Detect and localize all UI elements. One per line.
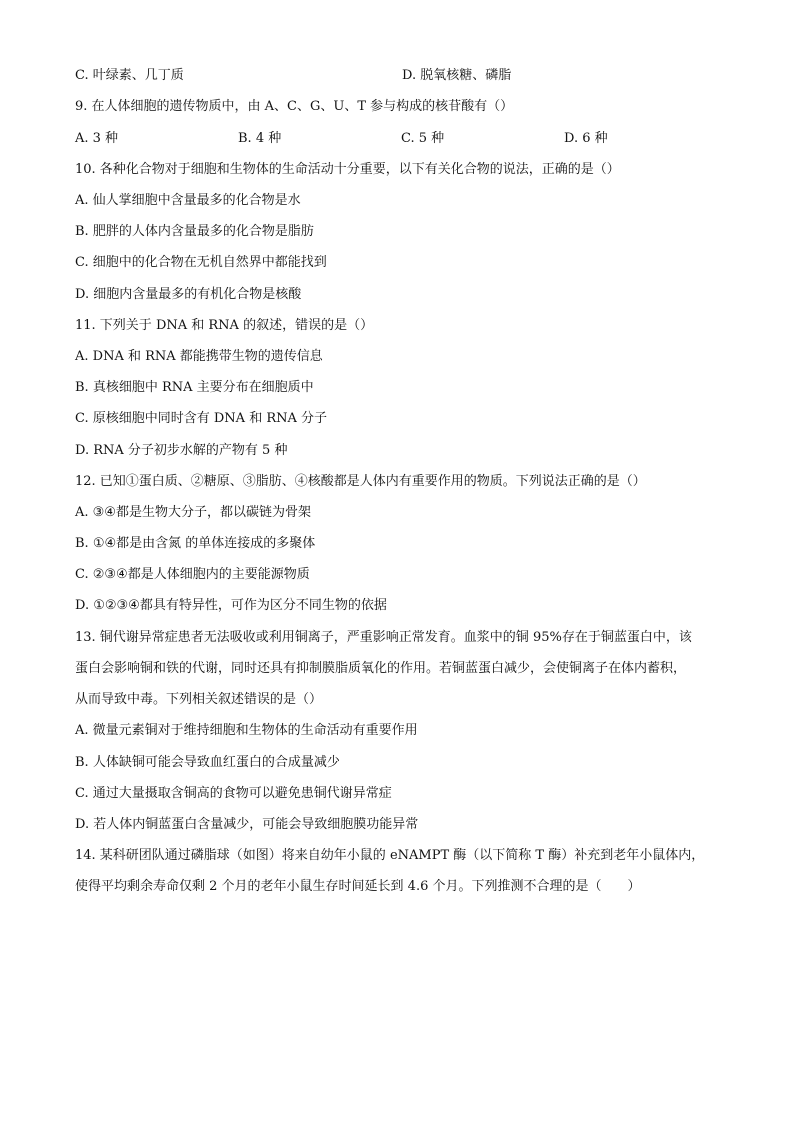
q13-option-c[interactable]: C. 通过大量摄取含铜高的食物可以避免患铜代谢异常症 — [75, 786, 392, 801]
q11-option-c[interactable]: C. 原核细胞中同时含有 DNA 和 RNA 分子 — [75, 411, 328, 426]
q9-option-b[interactable]: B. 4 种 — [238, 131, 282, 146]
q10-option-d[interactable]: D. 细胞内含量最多的有机化合物是核酸 — [75, 287, 302, 302]
q14-stem-line-2: 使得平均剩余寿命仅剩 2 个月的老年小鼠生存时间延长到 4.6 个月。下列推测不合理的是（ ） — [75, 879, 641, 894]
q11-stem: 11. 下列关于 DNA 和 RNA 的叙述，错误的是（） — [75, 318, 374, 333]
q9-option-c[interactable]: C. 5 种 — [401, 131, 445, 146]
q10-stem: 10. 各种化合物对于细胞和生物体的生命活动十分重要，以下有关化合物的说法，正确的是（） — [75, 162, 620, 177]
q11-option-d[interactable]: D. RNA 分子初步水解的产物有 5 种 — [75, 443, 288, 458]
q9-options-row — [75, 130, 734, 148]
q10-option-c[interactable]: C. 细胞中的化合物在无机自然界中都能找到 — [75, 255, 327, 270]
q13-option-d[interactable]: D. 若人体内铜蓝蛋白含量减少，可能会导致细胞膜功能异常 — [75, 817, 419, 832]
q8-options-row — [75, 67, 734, 85]
q11-option-a[interactable]: A. DNA 和 RNA 都能携带生物的遗传信息 — [75, 349, 323, 364]
q13-option-b[interactable]: B. 人体缺铜可能会导致血红蛋白的合成量减少 — [75, 755, 340, 770]
q9-stem: 9. 在人体细胞的遗传物质中，由 A、C、G、U、T 参与构成的核苷酸有（） — [75, 99, 514, 114]
q12-option-a[interactable]: A. ③④都是生物大分子，都以碳链为骨架 — [75, 505, 311, 520]
q11-option-b[interactable]: B. 真核细胞中 RNA 主要分布在细胞质中 — [75, 380, 314, 395]
q13-stem-line-3: 从而导致中毒。下列相关叙述错误的是（） — [75, 692, 323, 707]
q8-option-c[interactable]: C. 叶绿素、几丁质 — [75, 68, 184, 83]
q10-option-b[interactable]: B. 肥胖的人体内含量最多的化合物是脂肪 — [75, 224, 314, 239]
q10-option-a[interactable]: A. 仙人掌细胞中含量最多的化合物是水 — [75, 193, 301, 208]
q9-option-d[interactable]: D. 6 种 — [564, 131, 608, 146]
q13-stem-line-2: 蛋白会影响铜和铁的代谢，同时还具有抑制膜脂质氧化的作用。若铜蓝蛋白减少，会使铜离子在体内蓄积， — [75, 661, 687, 676]
q12-option-b[interactable]: B. ①④都是由含氮 的单体连接成的多聚体 — [75, 536, 316, 551]
q13-option-a[interactable]: A. 微量元素铜对于维持细胞和生物体的生命活动有重要作用 — [75, 723, 418, 738]
q14-stem-line-1: 14. 某科研团队通过磷脂球（如图）将来自幼年小鼠的 eNAMPT 酶（以下简称 T 酶）补充到老年小鼠体内， — [75, 848, 705, 863]
q13-stem-line-1: 13. 铜代谢异常症患者无法吸收或利用铜离子，严重影响正常发育。血浆中的铜 95%存在于铜蓝蛋白中，该 — [75, 630, 692, 645]
q9-option-a[interactable]: A. 3 种 — [75, 131, 119, 146]
q12-option-c[interactable]: C. ②③④都是人体细胞内的主要能源物质 — [75, 567, 310, 582]
q12-stem: 12. 已知①蛋白质、②糖原、③脂肪、④核酸都是人体内有重要作用的物质。下列说法正确的是（） — [75, 474, 646, 489]
q12-option-d[interactable]: D. ①②③④都具有特异性，可作为区分不同生物的依据 — [75, 598, 387, 613]
q8-option-d[interactable]: D. 脱氧核糖、磷脂 — [402, 68, 512, 83]
